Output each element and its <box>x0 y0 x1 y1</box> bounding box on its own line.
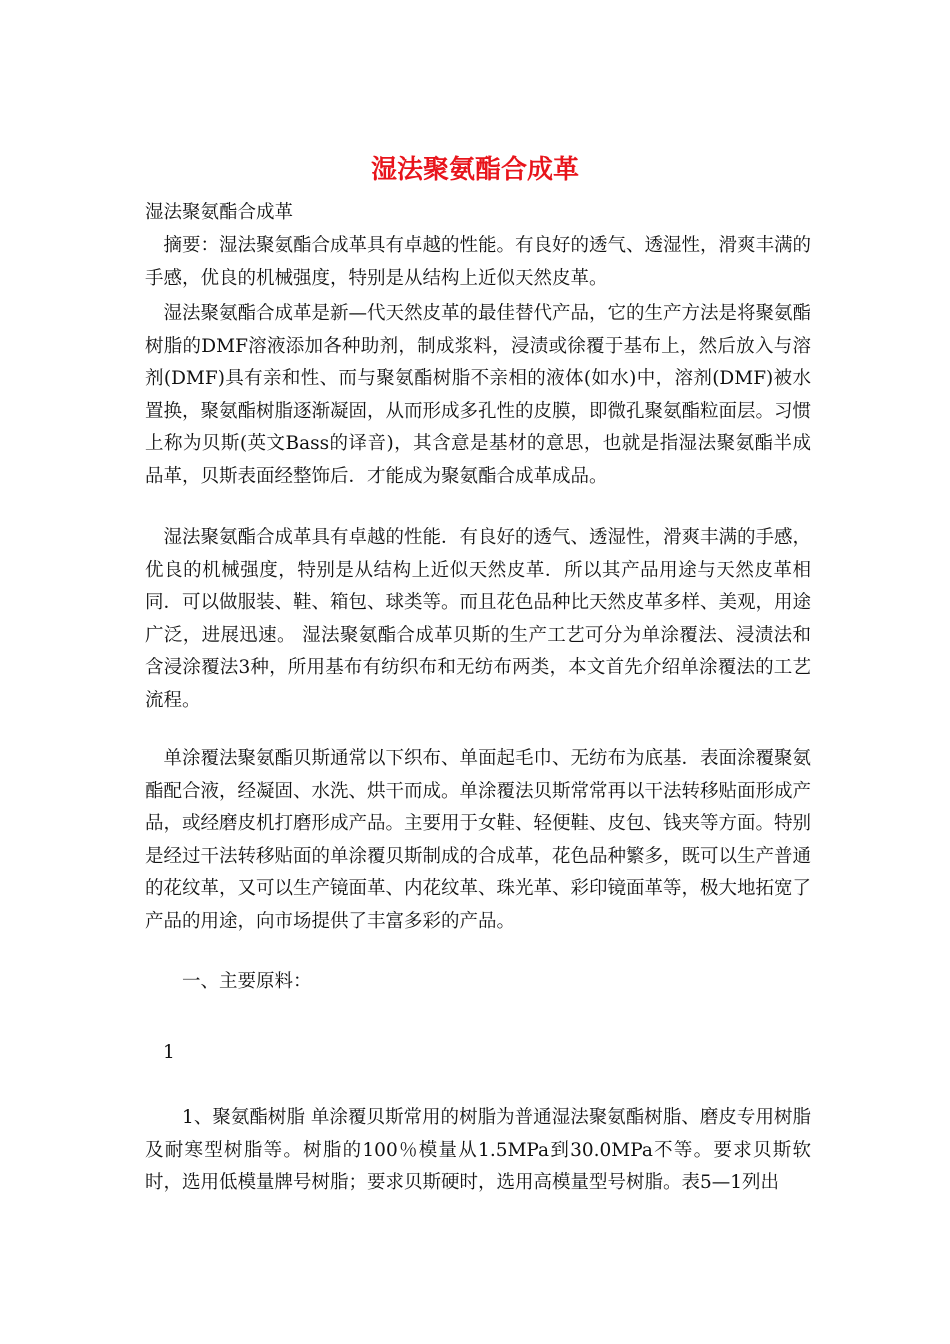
document-title: 湿法聚氨酯合成革 <box>370 155 579 185</box>
paragraph-text: 湿法聚氨酯合成革具有卓越的性能．有良好的透气、透湿性，滑爽丰满的手感，优良的机械强度，特别是从结构上近似天然皮革．所以其产品用途与天然皮革相同．可以做服装、鞋、箱包、球类等。而且花色品种比天然皮革多样、美观，用途广泛，进展迅速。 湿法聚氨酯合成革贝斯的生产工艺可分为单涂覆法、浸渍法和含浸涂覆法3种，所用基布有纺织布和无纺布两类，本文首先介绍单涂覆法的工艺流程。 <box>145 527 812 711</box>
paragraph-properties <box>145 522 811 717</box>
document-subtitle: 湿法聚氨酯合成革 <box>145 202 294 223</box>
paragraph-single-coating <box>145 743 811 938</box>
section-heading-raw-materials <box>145 966 811 999</box>
paragraph-resin <box>145 1102 811 1200</box>
paragraph-text: 摘要：湿法聚氨酯合成革具有卓越的性能。有良好的透气、透湿性，滑爽丰满的手感，优良的机械强度，特别是从结构上近似天然皮革。 <box>145 235 812 289</box>
paragraph-intro <box>145 298 811 493</box>
heading-text: 一、主要原料： <box>145 971 312 992</box>
paragraph-text: 湿法聚氨酯合成革是新—代天然皮革的最佳替代产品，它的生产方法是将聚氨酯树脂的DMF溶液添加各种助剂，制成浆料，浸渍或徐覆于基布上，然后放入与溶剂(DMF)具有亲和性、而与聚氨酯树脂不亲相的液体(如水)中，溶剂(DMF)被水置换，聚氨酯树脂逐渐凝固，从而形成多孔性的皮膜，即微孔聚氨酯粒面层。习惯上称为贝斯(英文Bass的译音)，其含意是基材的意思，也就是指湿法聚氨酯半成品革，贝斯表面经整饰后．才能成为聚氨酯合成革成品。 <box>145 303 812 487</box>
paragraph-abstract <box>145 230 811 295</box>
paragraph-text: 单涂覆法聚氨酯贝斯通常以下织布、单面起毛巾、无纺布为底基．表面涂覆聚氨酯配合液，经凝固、水洗、烘干而成。单涂覆法贝斯常常再以干法转移贴面形成产品，或经磨皮机打磨形成产品。主要用于女鞋、轻便鞋、皮包、钱夹等方面。特别是经过干法转移贴面的单涂覆贝斯制成的合成革，花色品种繁多，既可以生产普通的花纹革，又可以生产镜面革、内花纹革、珠光革、彩印镜面革等，极大地拓宽了产品的用途，向市场提供了丰富多彩的产品。 <box>145 748 812 932</box>
page-number: 1 <box>163 1042 175 1063</box>
paragraph-text: 1、聚氨酯树脂 单涂覆贝斯常用的树脂为普通湿法聚氨酯树脂、磨皮专用树脂及耐寒型树脂等。树脂的100％模量从1.5MPa到30.0MPa不等。要求贝斯软时，选用低模量牌号树脂；要求贝斯硬时，选用高模量型号树脂。表5—1列出 <box>145 1107 811 1193</box>
